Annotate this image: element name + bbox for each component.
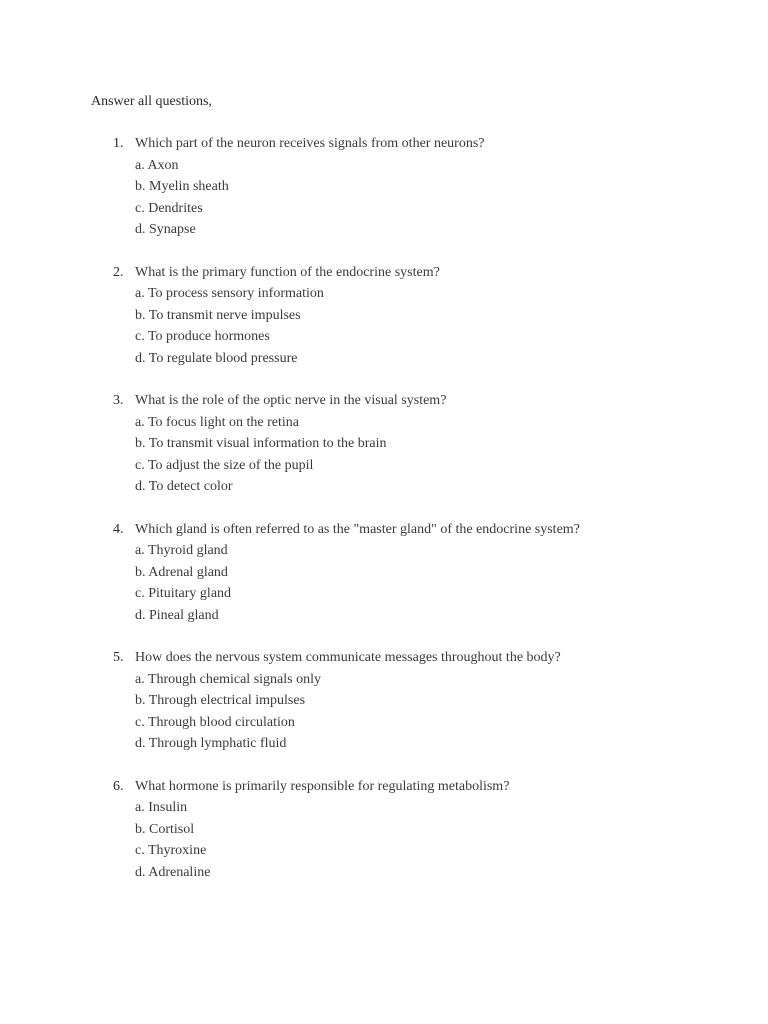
option-d: d. Synapse [135,222,196,237]
question-text: Which gland is often referred to as the "master gland" of the endocrine system? [135,521,580,537]
option-list [135,799,210,885]
question-text: How does the nervous system communicate messages throughout the body? [135,650,561,665]
option-c: c. Pituitary gland [135,586,232,601]
option-a: a. To focus light on the retina [135,414,300,430]
question-number: 1. [113,136,124,151]
option-d: d. Through lymphatic fluid [135,736,287,751]
option-list [135,542,231,628]
option-a: a. Axon [135,157,179,173]
option-b: b. Through electrical impulses [135,693,306,708]
option-b: b. To transmit nerve impulses [135,307,301,323]
question-number: 6. [113,778,124,794]
question-number: 2. [113,264,124,280]
option-list [135,414,387,500]
question-list [0,135,768,906]
option-list [135,285,324,371]
question-6 [0,778,768,907]
option-c: c. Through blood circulation [135,714,295,730]
question-text: What is the primary function of the endocrine system? [135,264,440,280]
question-number: 4. [113,521,124,537]
option-d: d. To detect color [135,479,233,494]
option-list [135,671,321,757]
question-4 [0,521,768,650]
question-1 [0,135,768,264]
option-c: c. To adjust the size of the pupil [135,457,314,473]
question-2 [0,264,768,393]
option-list [135,157,229,243]
option-d: d. To regulate blood pressure [135,350,298,366]
option-b: b. To transmit visual information to the brain [135,436,387,451]
option-c: c. Thyroxine [135,843,207,858]
question-text: What hormone is primarily responsible for regulating metabolism? [135,778,510,794]
option-b: b. Cortisol [135,821,195,837]
option-b: b. Myelin sheath [135,179,229,194]
option-a: a. To process sensory information [135,286,324,301]
question-number: 5. [113,650,124,665]
option-a: a. Thyroid gland [135,543,228,558]
option-c: c. Dendrites [135,200,203,216]
option-a: a. Insulin [135,800,188,815]
question-3 [0,392,768,521]
option-b: b. Adrenal gland [135,564,228,580]
option-a: a. Through chemical signals only [135,671,321,687]
option-c: c. To produce hormones [135,329,270,344]
question-text: What is the role of the optic nerve in the visual system? [135,393,447,408]
question-5 [0,649,768,778]
question-number: 3. [113,393,124,408]
instruction-text: Answer all questions, [91,94,212,109]
option-d: d. Adrenaline [135,864,211,880]
option-d: d. Pineal gland [135,607,219,623]
question-text: Which part of the neuron receives signals from other neurons? [135,136,485,151]
